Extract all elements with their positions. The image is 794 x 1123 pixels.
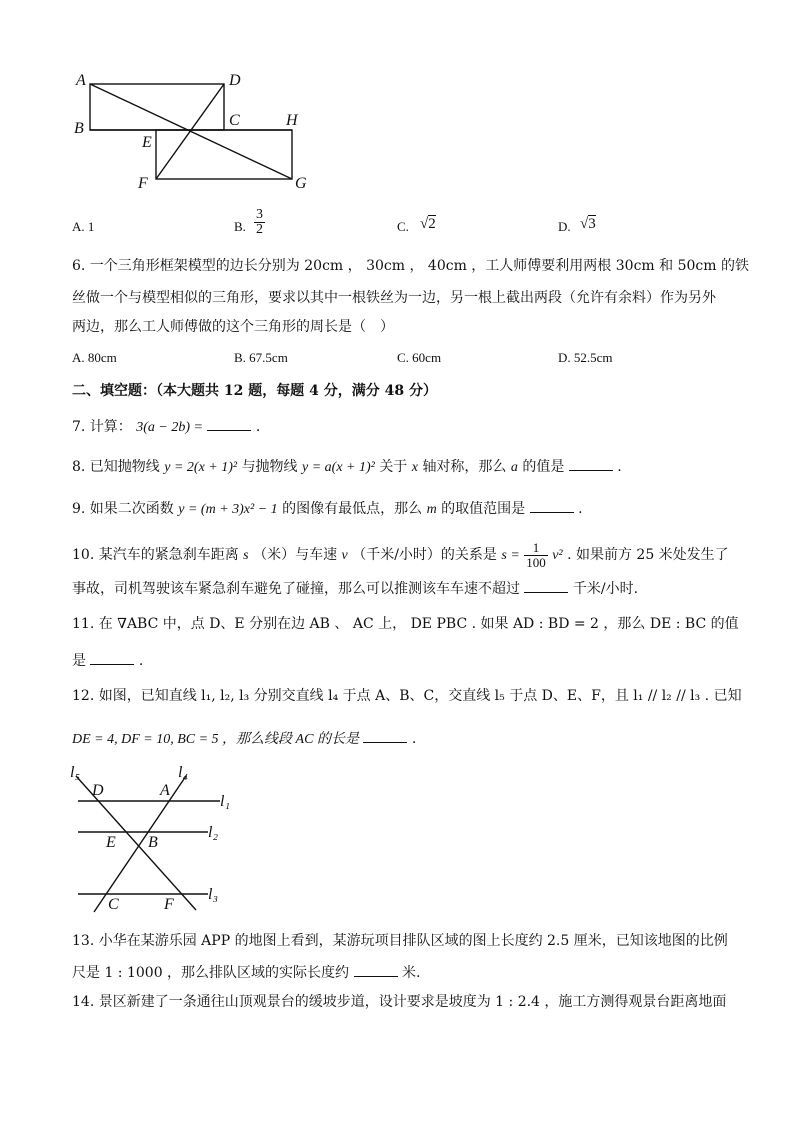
- q8-mid3: 轴对称，那么: [422, 459, 507, 475]
- q8-expression-1: y = 2(x + 1)²: [164, 460, 238, 475]
- label-l1: l₁: [220, 793, 231, 810]
- q8-var-x: x: [411, 460, 418, 475]
- sqrt-icon: √: [580, 216, 589, 232]
- q6-line1: 6. 一个三角形框架模型的边长分别为 20cm ， 30cm ， 40cm ，工人师傅要利用两根 30cm 和 50cm 的铁: [72, 258, 749, 274]
- q10-var-s: s: [243, 548, 249, 563]
- q12-line1: 12. 如图，已知直线 l₁, l₂, l₃ 分别交直线 l₄ 于点 A、B、C，交直线 l₅ 于点 D、E、F，且 l₁ // l₂ // l₃ . 已知: [72, 688, 742, 704]
- q5-option-c-radical: √2: [420, 216, 436, 232]
- q10-line2-prefix: 事故，司机驾驶该车紧急刹车避免了碰撞，那么可以推测该车车速不超过: [72, 581, 520, 597]
- label-e: E: [142, 134, 152, 151]
- q8-mid4: 的值是: [522, 459, 565, 475]
- q8-mid1: 与抛物线: [241, 459, 298, 475]
- q13-line2: [72, 962, 420, 983]
- label-l5: l₅: [70, 764, 81, 781]
- q6-option-b: B. 67.5cm: [234, 350, 288, 365]
- q6-line2: 丝做一个与模型相似的三角形，要求以其中一根铁丝为一边，另一根上截出两段（允许有余料）作为另外: [72, 290, 716, 306]
- q9-var-m: m: [426, 502, 437, 517]
- q10-expr-right: v²: [552, 548, 563, 563]
- label-b2: B: [148, 834, 158, 851]
- q8-prefix: 8. 已知抛物线: [72, 459, 160, 475]
- label-d: D: [229, 72, 241, 89]
- q6-line3: 两边，那么工人师傅做的这个三角形的周长是（ ）: [72, 319, 394, 335]
- q5-fraction-numerator: 3: [256, 207, 263, 222]
- label-g: G: [295, 175, 307, 192]
- q10-line2-suffix: 千米/小时.: [572, 581, 639, 597]
- label-e2: E: [106, 834, 116, 851]
- q13-line2-prefix: 尺是 1 : 1000 ，那么排队区域的实际长度约: [72, 965, 350, 981]
- q5-option-b-prefix: B.: [234, 219, 246, 234]
- q13-answer-blank[interactable]: [354, 962, 398, 977]
- q6-option-a: A. 80cm: [72, 350, 117, 365]
- q5-option-d-prefix: D.: [558, 219, 571, 234]
- q14-line1: 14. 景区新建了一条通往山顶观景台的缓坡步道，设计要求是坡度为 1 : 2.4 ，施工方测得观景台距离地面: [72, 994, 727, 1010]
- q13-line1: 13. 小华在某游乐园 APP 的地图上看到，某游玩项目排队区域的图上长度约 2.5 厘米，已知该地图的比例: [72, 933, 728, 949]
- q12-line2-prefix: DE = 4, DF = 10, BC = 5 ，那么线段 AC 的长是: [72, 732, 359, 747]
- label-d2: D: [92, 782, 104, 799]
- q5-option-d-radical: √3: [580, 216, 596, 232]
- q10-line1-mid2: （千米/小时）的关系是: [352, 547, 497, 563]
- label-f2: F: [164, 896, 174, 913]
- q7-prefix: 7. 计算：: [72, 419, 132, 435]
- q7-expression: 3(a − 2b) =: [136, 420, 203, 435]
- label-f: F: [138, 175, 148, 192]
- label-a2: A: [160, 782, 170, 799]
- label-h: H: [286, 112, 298, 129]
- q9-expression: y = (m + 3)x² − 1: [178, 502, 278, 517]
- q12-line2-suffix: .: [411, 731, 417, 747]
- q10-line1-mid1: （米）与车速: [253, 547, 338, 563]
- q8-expression-2: y = a(x + 1)²: [302, 460, 375, 475]
- label-a: A: [76, 72, 86, 89]
- q10-fraction-numerator: 1: [524, 541, 548, 556]
- q9-mid2: 的取值范围是: [441, 501, 526, 517]
- q9-mid: 的图像有最低点，那么: [282, 501, 423, 517]
- q8-var-a: a: [510, 460, 518, 475]
- q6-option-c: C. 60cm: [397, 350, 442, 365]
- q9-suffix: .: [578, 501, 583, 517]
- q10-var-v: v: [341, 548, 348, 563]
- label-l4: l₄: [178, 764, 189, 781]
- q5-fraction-denominator: 2: [256, 222, 263, 237]
- label-l2: l₂: [208, 824, 219, 841]
- q5-option-a: A. 1: [72, 219, 95, 234]
- label-l3: l₃: [208, 886, 219, 903]
- label-c: C: [229, 112, 240, 129]
- q10-line1-tail: . 如果前方 25 米处发生了: [567, 547, 729, 563]
- q10-expr-left: s =: [501, 548, 520, 563]
- q7-suffix: .: [255, 419, 261, 435]
- q8-mid2: 关于: [379, 459, 408, 475]
- q8-suffix: .: [617, 459, 622, 475]
- q9-prefix: 9. 如果二次函数: [72, 501, 174, 517]
- q11-line2-suffix: .: [138, 653, 144, 669]
- q5-option-c-prefix: C.: [397, 219, 409, 234]
- q10-fraction-denominator: 100: [526, 554, 546, 570]
- q11-line1: 11. 在 ∇ABC 中，点 D、E 分别在边 AB 、 AC 上， DE PBC . 如果 AD : BD = 2 ，那么 DE : BC 的值: [72, 616, 739, 632]
- q10-line1-prefix: 10. 某汽车的紧急刹车距离: [72, 547, 239, 563]
- q13-line2-suffix: 米.: [401, 965, 421, 981]
- label-c2: C: [108, 896, 119, 913]
- section-heading: 二、填空题：（本大题共 12 题，每题 4 分，满分 48 分）: [72, 383, 437, 399]
- label-b: B: [74, 120, 84, 137]
- sqrt-icon: √: [420, 216, 429, 232]
- q6-option-d: D. 52.5cm: [558, 350, 613, 365]
- q11-line2-prefix: 是: [72, 653, 86, 669]
